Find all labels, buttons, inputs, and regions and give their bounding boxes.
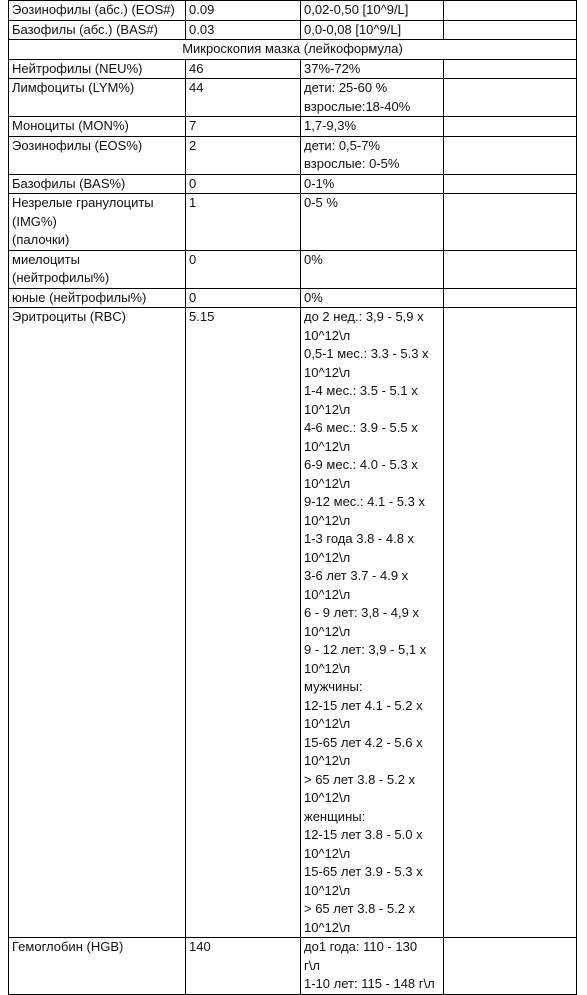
- parameter-name-cell: Нейтрофилы (NEU%): [9, 59, 186, 79]
- table-row: [9, 79, 577, 117]
- note-cell: [444, 288, 577, 308]
- note-cell: [444, 136, 577, 174]
- note-cell: [444, 308, 577, 938]
- result-value-cell: 140: [186, 938, 301, 995]
- reference-range-cell: дети: 0,5-7% взрослые: 0-5%: [301, 136, 444, 174]
- lab-results-document: [8, 0, 577, 995]
- result-value-cell: 0: [186, 250, 301, 288]
- note-cell: [444, 79, 577, 117]
- reference-range-cell: 37%-72%: [301, 59, 444, 79]
- reference-range-cell: 1,7-9,3%: [301, 117, 444, 137]
- table-row: [9, 250, 577, 288]
- parameter-name-cell: Лимфоциты (LYM%): [9, 79, 186, 117]
- reference-range-cell: 0-1%: [301, 174, 444, 194]
- parameter-name-cell: Эритроциты (RBC): [9, 308, 186, 938]
- parameter-name-cell: Незрелые гранулоциты (IMG%) (палочки): [9, 194, 186, 251]
- table-body-bottom: [9, 59, 577, 994]
- reference-range-cell: 0%: [301, 250, 444, 288]
- reference-range-cell: до1 года: 110 - 130 г\л 1-10 лет: 115 - 148 г\л: [301, 938, 444, 995]
- table-row: [9, 136, 577, 174]
- result-value-cell: 46: [186, 59, 301, 79]
- table-row: [9, 174, 577, 194]
- note-cell: [444, 59, 577, 79]
- note-cell: [444, 20, 577, 40]
- reference-range-cell: 0,0-0,08 [10^9/L]: [301, 20, 444, 40]
- table-row: [9, 1, 577, 21]
- result-value-cell: 44: [186, 79, 301, 117]
- parameter-name-cell: Эозинофилы (абс.) (EOS#): [9, 1, 186, 21]
- result-value-cell: 5.15: [186, 308, 301, 938]
- result-value-cell: 0: [186, 174, 301, 194]
- parameter-name-cell: Базофилы (абс.) (BAS#): [9, 20, 186, 40]
- table-row: [9, 117, 577, 137]
- section-header-row: [9, 40, 577, 60]
- parameter-name-cell: юные (нейтрофилы%): [9, 288, 186, 308]
- result-value-cell: 0: [186, 288, 301, 308]
- table-row: [9, 59, 577, 79]
- table-row: [9, 194, 577, 251]
- reference-range-cell: дети: 25-60 % взрослые:18-40%: [301, 79, 444, 117]
- parameter-name-cell: миелоциты (нейтрофилы%): [9, 250, 186, 288]
- note-cell: [444, 250, 577, 288]
- note-cell: [444, 194, 577, 251]
- parameter-name-cell: Базофилы (BAS%): [9, 174, 186, 194]
- section-title: Микроскопия мазка (лейкоформула): [9, 40, 577, 60]
- table-body-top: [9, 1, 577, 40]
- table-section: [9, 40, 577, 60]
- note-cell: [444, 1, 577, 21]
- result-value-cell: 1: [186, 194, 301, 251]
- parameter-name-cell: Гемоглобин (HGB): [9, 938, 186, 995]
- parameter-name-cell: Эозинофилы (EOS%): [9, 136, 186, 174]
- result-value-cell: 0.03: [186, 20, 301, 40]
- result-value-cell: 0.09: [186, 1, 301, 21]
- note-cell: [444, 938, 577, 995]
- note-cell: [444, 117, 577, 137]
- note-cell: [444, 174, 577, 194]
- result-value-cell: 2: [186, 136, 301, 174]
- parameter-name-cell: Моноциты (MON%): [9, 117, 186, 137]
- reference-range-cell: 0-5 %: [301, 194, 444, 251]
- reference-range-cell: до 2 нед.: 3,9 - 5,9 х 10^12\л 0,5-1 мес.: 3.3 - 5.3 х 10^12\л 1-4 мес.: 3.5 - 5.1 х 10^12\л 4-6 мес.: 3.9 - 5.5 х 10^12\л 6-9 мес.: 4.0 - 5.3 х 10^12\л 9-12 мес.: 4.1 - 5.3 х 10^12\л 1-3 года 3.8 - 4.8 х 10^12\л 3-6 лет 3.7 - 4.9 х 10^12\л 6 - 9 лет: 3,8 - 4,9 х 10^12\л 9 - 12 лет: 3,9 - 5,1 х 10^12\л мужчины: 12-15 лет 4.1 - 5.2 х 10^12\л 15-65 лет 4.2 - 5.6 х 10^12\л > 65 лет 3.8 - 5.2 х 10^12\л женщины: 12-15 лет 3.8 - 5.0 х 10^12\л 15-65 лет 3.9 - 5.3 х 10^12\л > 65 лет 3.8 - 5.2 х 10^12\л: [301, 308, 444, 938]
- result-value-cell: 7: [186, 117, 301, 137]
- table-row: [9, 20, 577, 40]
- blood-test-table: [8, 0, 577, 995]
- reference-range-cell: 0%: [301, 288, 444, 308]
- table-row: [9, 938, 577, 995]
- table-row: [9, 308, 577, 938]
- table-row: [9, 288, 577, 308]
- reference-range-cell: 0,02-0,50 [10^9/L]: [301, 1, 444, 21]
